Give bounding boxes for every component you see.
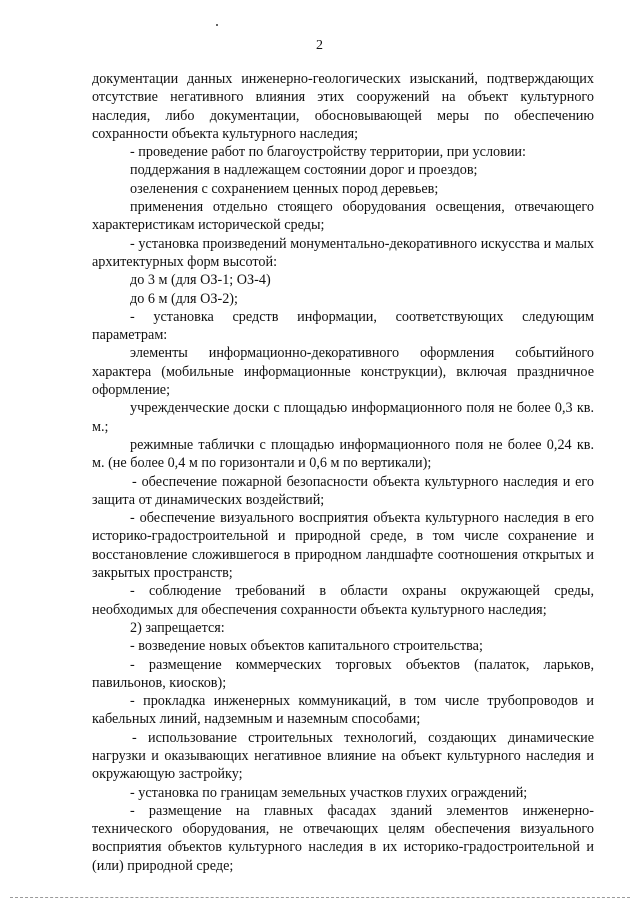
paragraph-height-3m: до 3 м (для ОЗ-1; ОЗ-4) [130, 272, 271, 289]
paragraph-information: - установка средств информации, соответствующих следующим параметрам: [92, 308, 594, 344]
paragraph-height-6m: до 6 м (для ОЗ-2); [130, 290, 238, 307]
paragraph-monuments: - установка произведений монументально-декоративного искусства и малых архитектурных форм высотой: [92, 235, 594, 270]
paragraph-greening: озеленения с сохранением ценных пород деревьев; [130, 180, 439, 197]
paragraph-facade-equipment: - размещение на главных фасадах зданий элементов инженерно-технического оборудования, не отвечающих целям обеспечения визуального восприятия объектов культурного наследия в их историко-градостроительной и (или) природной среде; [92, 802, 594, 874]
paragraph-environment: - соблюдение требований в области охраны окружающей среды, необходимых для обеспечения сохранности объекта культурного наследия; [92, 583, 594, 618]
paragraph-fire-safety: - обеспечение пожарной безопасности объекта культурного наследия и его защита от динамических воздействий; [92, 473, 594, 508]
paragraph-plates: режимные таблички с площадью информационного поля не более 0,24 кв. м. (не более 0,4 м по горизонтали и 0,6 м по вертикали); [92, 436, 594, 472]
document-body [92, 70, 594, 875]
page-number: 2 [316, 38, 323, 53]
paragraph-fences: - установка по границам земельных участков глухих ограждений; [130, 784, 528, 801]
paragraph-utilities: - прокладка инженерных коммуникаций, в том числе трубопроводов и кабельных линий, надземным и наземным способами; [92, 693, 594, 728]
scan-speck [216, 24, 218, 26]
paragraph-commercial: - размещение коммерческих торговых объектов (палаток, ларьков, павильонов, киосков); [92, 656, 594, 691]
paragraph-lighting: применения отдельно стоящего оборудования освещения, отвечающего характеристикам исторической среды; [92, 199, 594, 234]
paragraph-decor-elements: элементы информационно-декоративного оформления событийного характера (мобильные информационные конструкции), включая праздничное оформление; [92, 345, 594, 399]
paragraph-roads: поддержания в надлежащем состоянии дорог и проездов; [130, 162, 478, 179]
paragraph-continuation: документации данных инженерно-геологических изысканий, подтверждающих отсутствие негативного влияния этих сооружений на объект культурного наследия, либо документации, обосновывающей меры по обеспечению сохранности объекта культурного наследия; [92, 71, 594, 142]
paragraph-boards: учрежденческие доски с площадью информационного поля не более 0,3 кв. м.; [92, 400, 594, 435]
scan-edge-line [10, 897, 630, 898]
paragraph-landscaping: - проведение работ по благоустройству территории, при условии: [130, 144, 526, 161]
paragraph-new-construction: - возведение новых объектов капитального строительства; [130, 638, 483, 655]
paragraph-visual-perception: - обеспечение визуального восприятия объекта культурного наследия в его историко-градостроительной и природной среде, в том числе сохранение и восстановление сложившегося в природном ландшафте соотношения открытых и закрытых пространств; [92, 510, 594, 582]
paragraph-technologies: - использование строительных технологий, создающих динамические нагрузки и оказывающих негативное влияние на объект культурного наследия и окружающую застройку; [92, 729, 594, 783]
paragraph-prohibited-heading: 2) запрещается: [130, 619, 225, 636]
